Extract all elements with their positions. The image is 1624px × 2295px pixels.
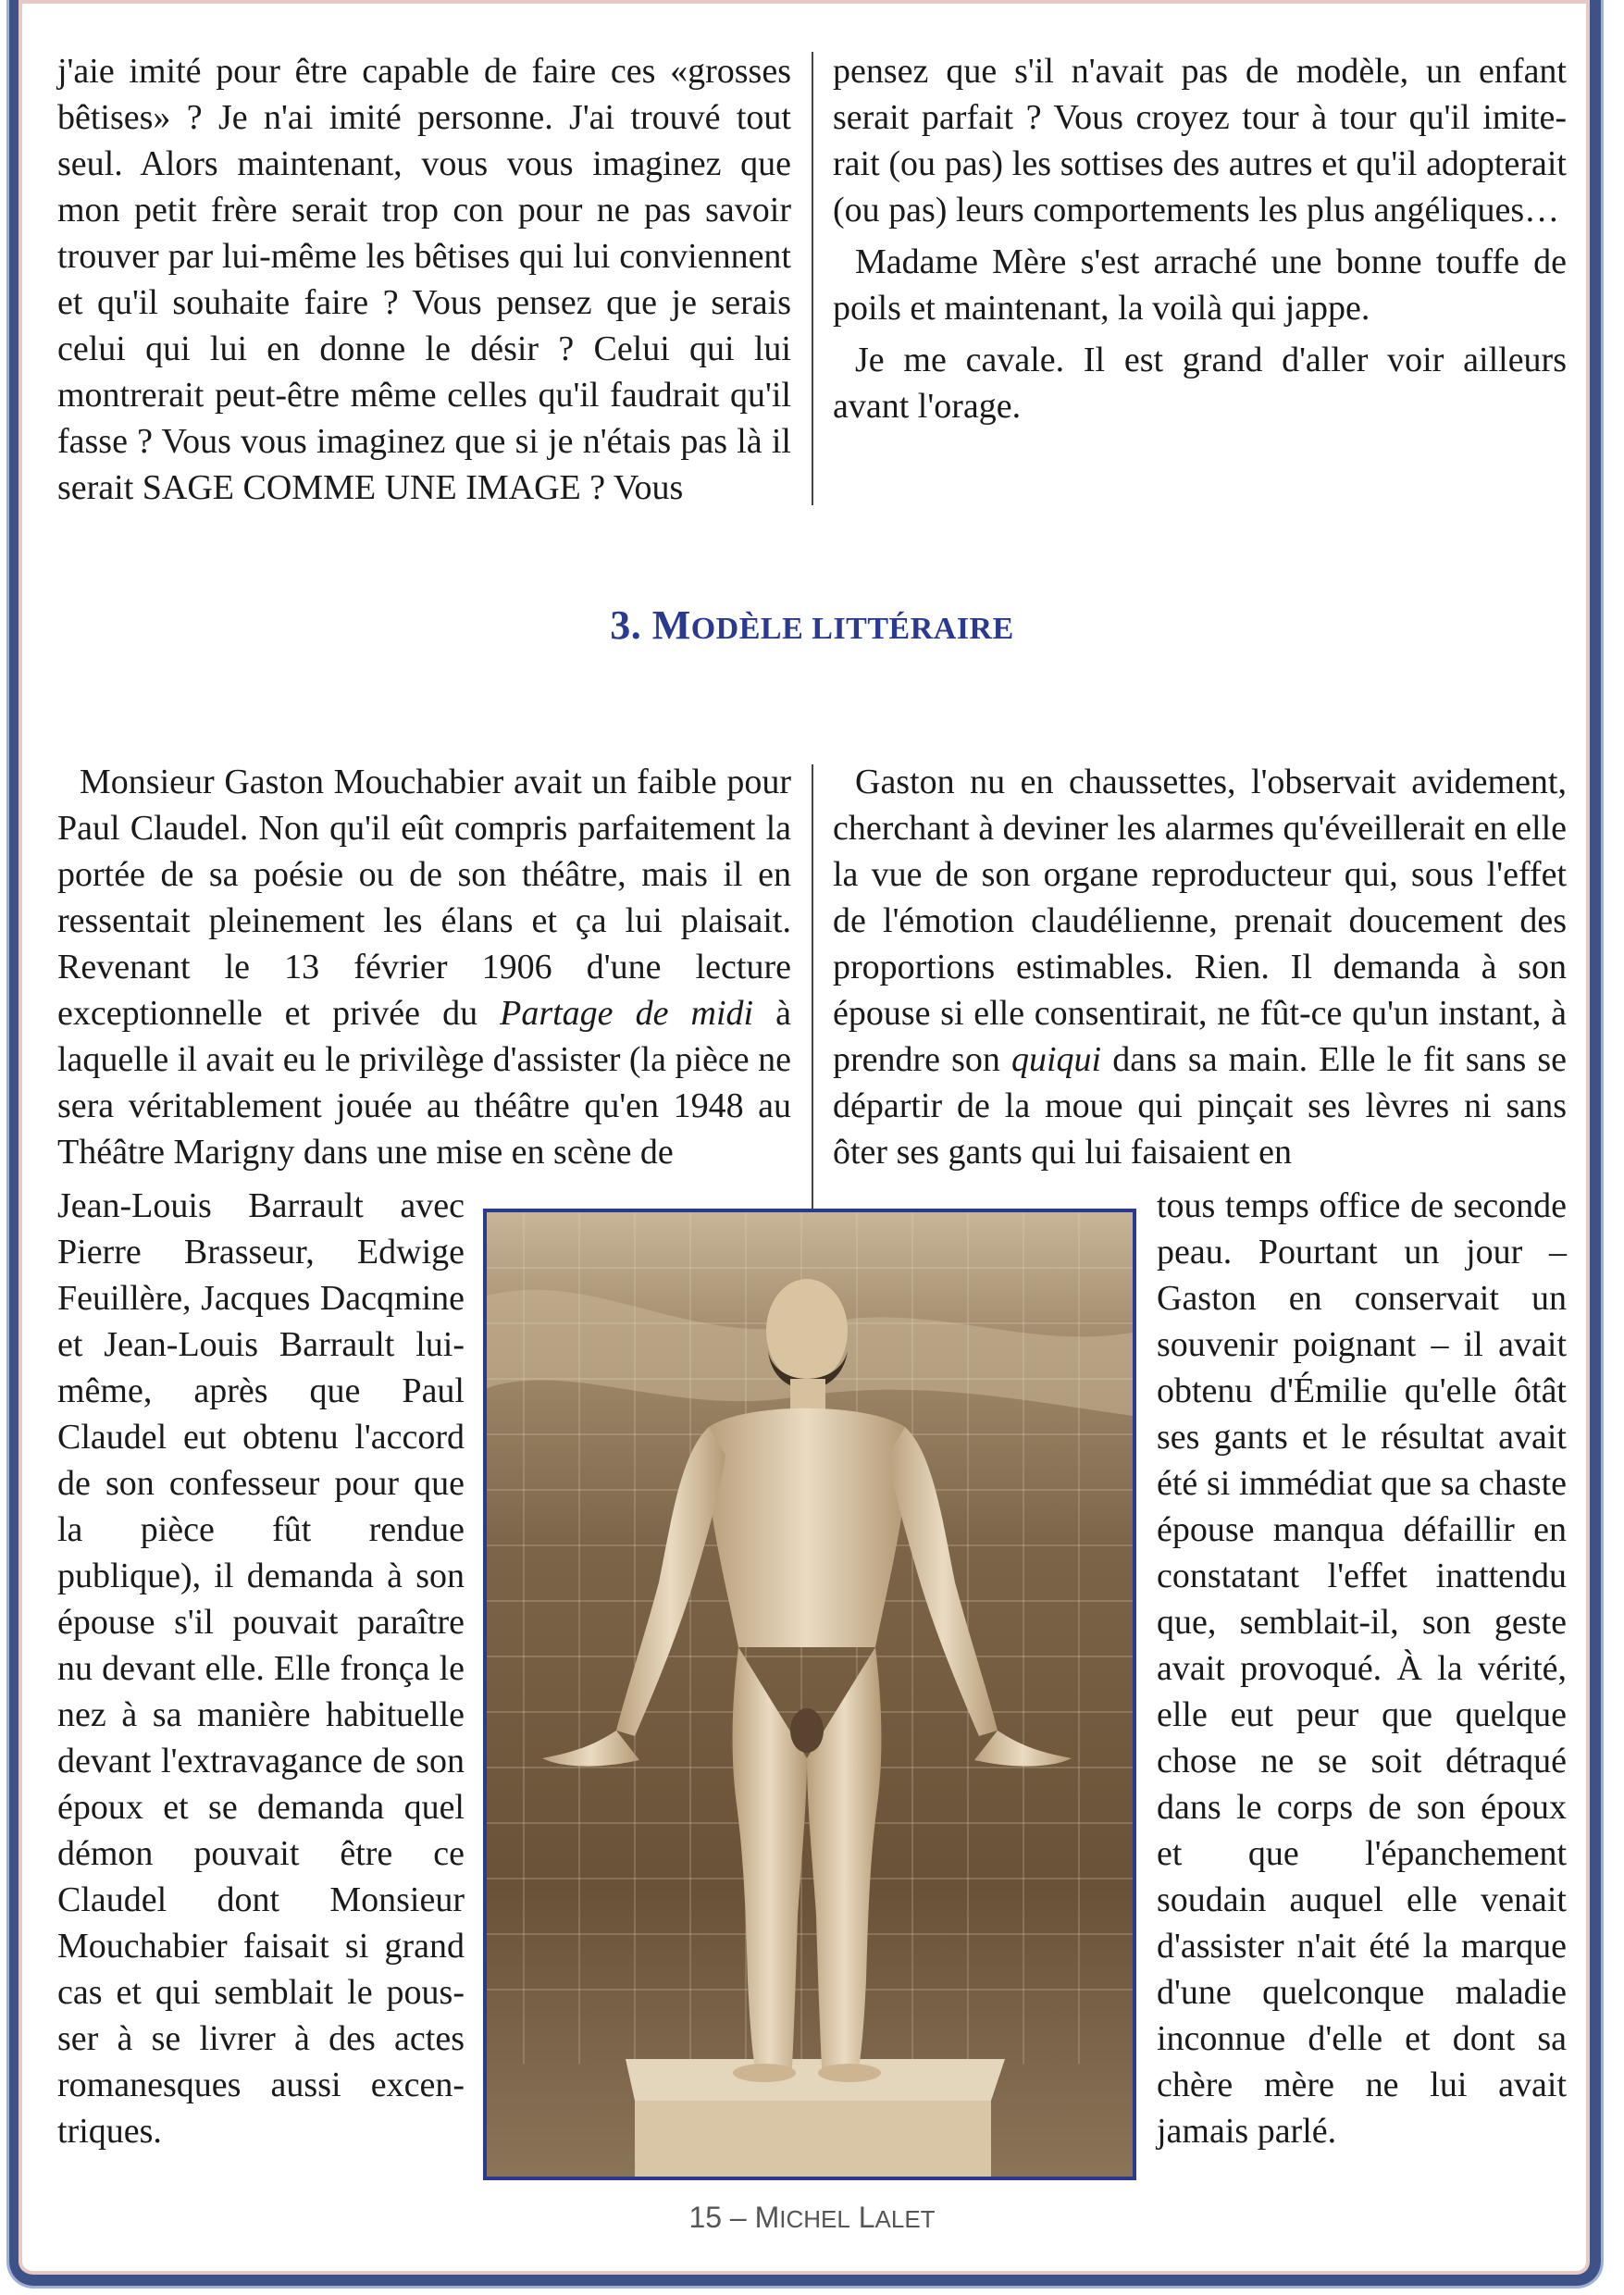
page-number: 15 – [688,2201,747,2234]
body-right-lower-paragraph: tous temps office de seconde peau. Pourtant un jour – Gaston en conservait un souvenir poignant – il avait obtenu d'Émilie qu'elle ôtât ses gants et le résultat avait été si immédiat que sa chaste épouse manqua défaillir en constatant l'effet inattendu que, semblait-il, son geste avait provoqué. À la vérité, elle eut peur que quelque chose ne se soit détraqué dans le corps de son époux et que l'épanchement soudain auquel elle venait d'assister n'ait été la marque d'une quelconque maladie inconnue d'elle et dont sa chère mère ne lui avait jamais parlé. [1157,1186,1567,2151]
body-left-text-1: Monsieur Gaston Mouchabier avait un faible pour Paul Claudel. Non qu'il eût compris parfaitement la portée de sa poésie ou de son théâtre, mais il en ressentait pleinement les élans et ça lui plaisait. Revenant le 13 février 1906 d'une lecture exceptionnelle et privée du [57,763,791,1033]
body-left-upper-paragraph [57,759,791,1175]
section-title-initial: M [651,602,691,648]
page-footer [0,2201,1624,2235]
top-left-paragraph: j'aie imité pour être capable de faire ces «grosses bêtises» ? Je n'ai imité personne. J'ai trouvé tout seul. Alors maintenant, vous vous imaginez que mon petit frère serait trop con pour ne pas savoir trouver par lui-même les bêtises qui lui conviennent et qu'il souhaite faire ? Vous pensez que je serais celui qui lui en donne le désir ? Celui qui lui montrerait peut-être même celles qu'il faudrait qu'il fasse ? Vous vous imaginez que si je n'étais pas là il serait SAGE COMME UNE IMAGE ? Vous [57,52,791,507]
top-right-paragraph-2: Madame Mère s'est arraché une bonne touffe de poils et maintenant, la voilà qui jappe. [833,242,1567,328]
body-right-lower-column [1157,1183,1567,2154]
body-right-text-2: dans sa main. Elle le fit sans se départir de la moue qui pinçait ses lèvres ni sans ôter ses gants qui lui faisaient en [833,1040,1567,1172]
body-left-lower-paragraph: Jean-Louis Barrault avec Pierre Brasseur, Edwige Feuillère, Jacques Dacqmine et Jean-Louis Barrault lui-même, après que Paul Claudel eut obtenu l'accord de son confesseur pour que la pièce fût rendue publique), il demanda à son épouse s'il pouvait paraître nu devant elle. Elle fronça le nez à sa manière habituelle devant l'extravagance de son époux et se demanda quel démon pouvait être ce Claudel dont Monsieur Mouchabier faisait si grand cas et qui semblait le pousser à se livrer à des actes romanesques aussi excentriques. [57,1186,465,2151]
top-column-divider [812,52,813,505]
top-left-column [57,48,791,511]
body-right-upper-column [833,759,1567,1175]
anthropometric-photograph [483,1209,1136,2180]
author-last-initial: L [858,2201,875,2234]
top-right-column [833,48,1567,429]
body-column-divider [812,764,813,1209]
author-last-rest: ALET [874,2205,936,2233]
section-number: 3. [610,602,642,648]
body-left-lower-column [57,1183,465,2154]
section-heading [0,602,1624,649]
section-title-rest: ODÈLE LITTÉRAIRE [690,612,1014,646]
top-right-paragraph-3: Je me cavale. Il est grand d'aller voir ailleurs avant l'orage. [833,341,1567,426]
body-right-upper-paragraph [833,759,1567,1175]
photograph-illustration [487,1212,1133,2177]
author-first-rest: ICHEL [779,2205,850,2233]
body-left-upper-column [57,759,791,1175]
body-left-text-2: à laquelle il avait eu le privilège d'assister (la pièce ne sera véritablement jouée au théâtre qu'en 1948 au Théâtre Marigny dans une mise en scène de [57,994,791,1172]
body-right-text-1: Gaston nu en chaussettes, l'observait avidement, cherchant à deviner les alarmes qu'éveillerait en elle la vue de son organe reproducteur qui, sous l'effet de l'émotion claudélienne, prenait doucement des proportions estimables. Rien. Il demanda à son épouse si elle consentirait, ne fût-ce qu'un instant, à prendre son [833,763,1567,1079]
author-first-initial: M [754,2201,780,2234]
top-right-paragraph-1: pensez que s'il n'avait pas de modèle, un enfant serait parfait ? Vous croyez tour à tour qu'il imiterait (ou pas) les sottises des autres et qu'il adopterait (ou pas) leurs comportements les plus angéliques… [833,52,1567,230]
body-right-italic-word: quiqui [1010,1040,1102,1079]
body-left-italic-title: Partage de midi [500,994,754,1033]
